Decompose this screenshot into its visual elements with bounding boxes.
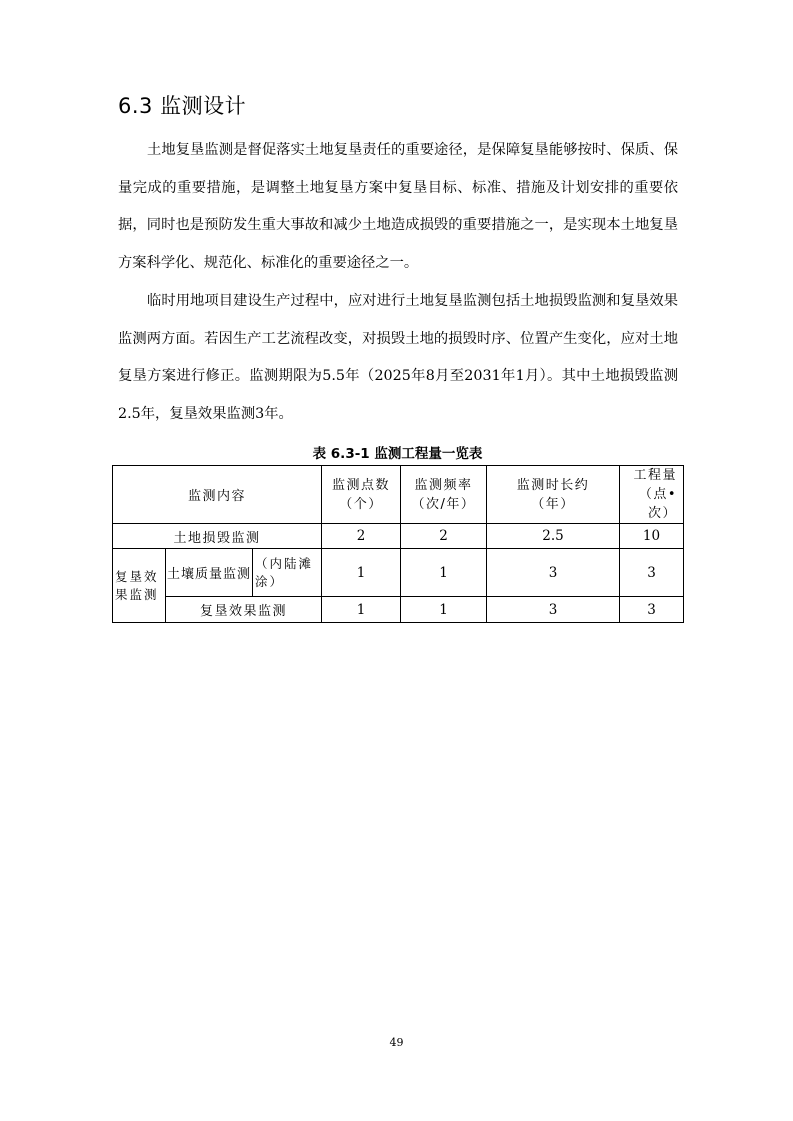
group-label-reclamation: 复垦效果监测 bbox=[113, 549, 166, 623]
header-quantity bbox=[620, 466, 684, 524]
row-damage-label: 土地损毁监测 bbox=[113, 524, 322, 549]
row-damage-points: 2 bbox=[322, 524, 401, 549]
row-effect-duration: 3 bbox=[487, 597, 620, 623]
header-duration-line2: （年） bbox=[531, 496, 575, 512]
row-effect-quantity: 3 bbox=[620, 597, 684, 623]
page-number: 49 bbox=[389, 1036, 404, 1049]
row-soil-duration: 3 bbox=[487, 549, 620, 597]
monitoring-table bbox=[112, 465, 684, 623]
table-caption: 表 6.3-1 监测工程量一览表 bbox=[312, 446, 483, 462]
row-damage-duration: 2.5 bbox=[487, 524, 620, 549]
row-soil-quantity: 3 bbox=[620, 549, 684, 597]
header-frequency bbox=[401, 466, 487, 524]
table-row bbox=[113, 524, 684, 549]
row-effect-frequency: 1 bbox=[401, 597, 487, 623]
row-soil-points: 1 bbox=[322, 549, 401, 597]
row-damage-frequency: 2 bbox=[401, 524, 487, 549]
section-heading: 6.3 监测设计 bbox=[118, 94, 247, 118]
row-soil-label: 土壤质量监测 bbox=[166, 549, 253, 597]
header-content: 监测内容 bbox=[113, 466, 322, 524]
row-soil-frequency: 1 bbox=[401, 549, 487, 597]
table-row bbox=[113, 597, 684, 623]
table-header-row bbox=[113, 466, 684, 524]
row-soil-sublabel: （内陆滩涂） bbox=[253, 549, 322, 597]
row-damage-quantity: 10 bbox=[620, 524, 684, 549]
paragraph-scope: 临时用地项目建设生产过程中，应对进行土地复垦监测包括土地损毁监测和复垦效果监测两方面。若因生产工艺流程改变，对损毁土地的损毁时序、位置产生变化，应对土地复垦方案进行修正。监测期限为5.5年（2025年8月至2031年1月）。其中土地损毁监测2.5年，复垦效果监测3年。 bbox=[118, 293, 678, 422]
header-frequency-line2: （次/年） bbox=[411, 496, 476, 512]
header-quantity-line2: （点•次） bbox=[638, 487, 677, 521]
header-frequency-line1: 监测频率 bbox=[414, 477, 473, 493]
header-quantity-line1: 工程量 bbox=[633, 468, 677, 483]
header-duration bbox=[487, 466, 620, 524]
row-effect-points: 1 bbox=[322, 597, 401, 623]
paragraph-purpose: 土地复垦监测是督促落实土地复垦责任的重要途径，是保障复垦能够按时、保质、保量完成的重要措施，是调整土地复垦方案中复垦目标、标准、措施及计划安排的重要依据，同时也是预防发生重大事故和减少土地造成损毁的重要措施之一，是实现本土地复垦方案科学化、规范化、标准化的重要途径之一。 bbox=[118, 142, 678, 271]
header-points-line2: （个） bbox=[339, 496, 383, 512]
header-points-line1: 监测点数 bbox=[331, 477, 390, 493]
table-row bbox=[113, 549, 684, 597]
row-effect-label: 复垦效果监测 bbox=[166, 597, 322, 623]
header-duration-line1: 监测时长约 bbox=[516, 477, 590, 493]
header-points bbox=[322, 466, 401, 524]
